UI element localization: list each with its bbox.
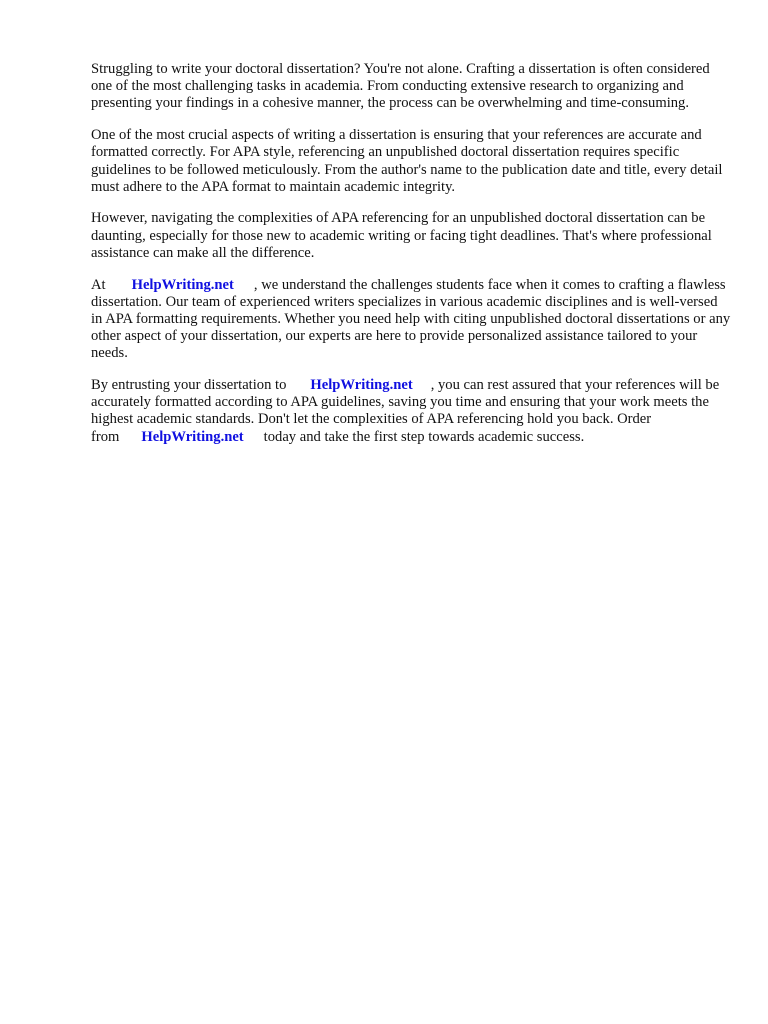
document-body <box>91 61 731 460</box>
paragraph-text: , you can rest assured that your references will be accurately formatted according to APA guidelines, saving you time and ensuring that your work meets the highest academic standards. Don't let the complexities of APA referencing hold you back. Order from <box>91 377 720 445</box>
helpwriting-link[interactable]: HelpWriting.net <box>310 377 413 394</box>
paragraph-references: One of the most crucial aspects of writing a dissertation is ensuring that your references are accurate and formatted correctly. For APA style, referencing an unpublished doctoral dissertation requires specific guidelines to be followed meticulously. From the author's name to the publication date and title, every detail must adhere to the APA format to maintain academic integrity. <box>91 127 723 195</box>
paragraph-at-helpwriting <box>91 277 731 363</box>
paragraph-text: , we understand the challenges students face when it comes to crafting a flawless dissertation. Our team of experienced writers specializes in various academic disciplines and is well-versed in APA formatting requirements. Whether you need help with citing unpublished doctoral dissertations or any other aspect of your dissertation, our experts are here to provide personalized assistance tailored to your needs. <box>91 276 731 362</box>
helpwriting-link[interactable]: HelpWriting.net <box>141 428 244 445</box>
paragraph-text: today and take the first step towards academic success. <box>263 428 585 445</box>
paragraph-text: At <box>91 276 106 293</box>
paragraph-text: By entrusting your dissertation to <box>91 377 287 394</box>
paragraph-navigating: However, navigating the complexities of APA referencing for an unpublished doctoral dissertation can be daunting, especially for those new to academic writing or facing tight deadlines. That's where professional assistance can make all the difference. <box>91 210 712 261</box>
helpwriting-link[interactable]: HelpWriting.net <box>131 276 234 293</box>
paragraph-intro: Struggling to write your doctoral dissertation? You're not alone. Crafting a dissertation is often considered one of the most challenging tasks in academia. From conducting extensive research to organizing and presenting your findings in a cohesive manner, the process can be overwhelming and time-consuming. <box>91 61 710 112</box>
paragraph-entrusting <box>91 377 731 446</box>
